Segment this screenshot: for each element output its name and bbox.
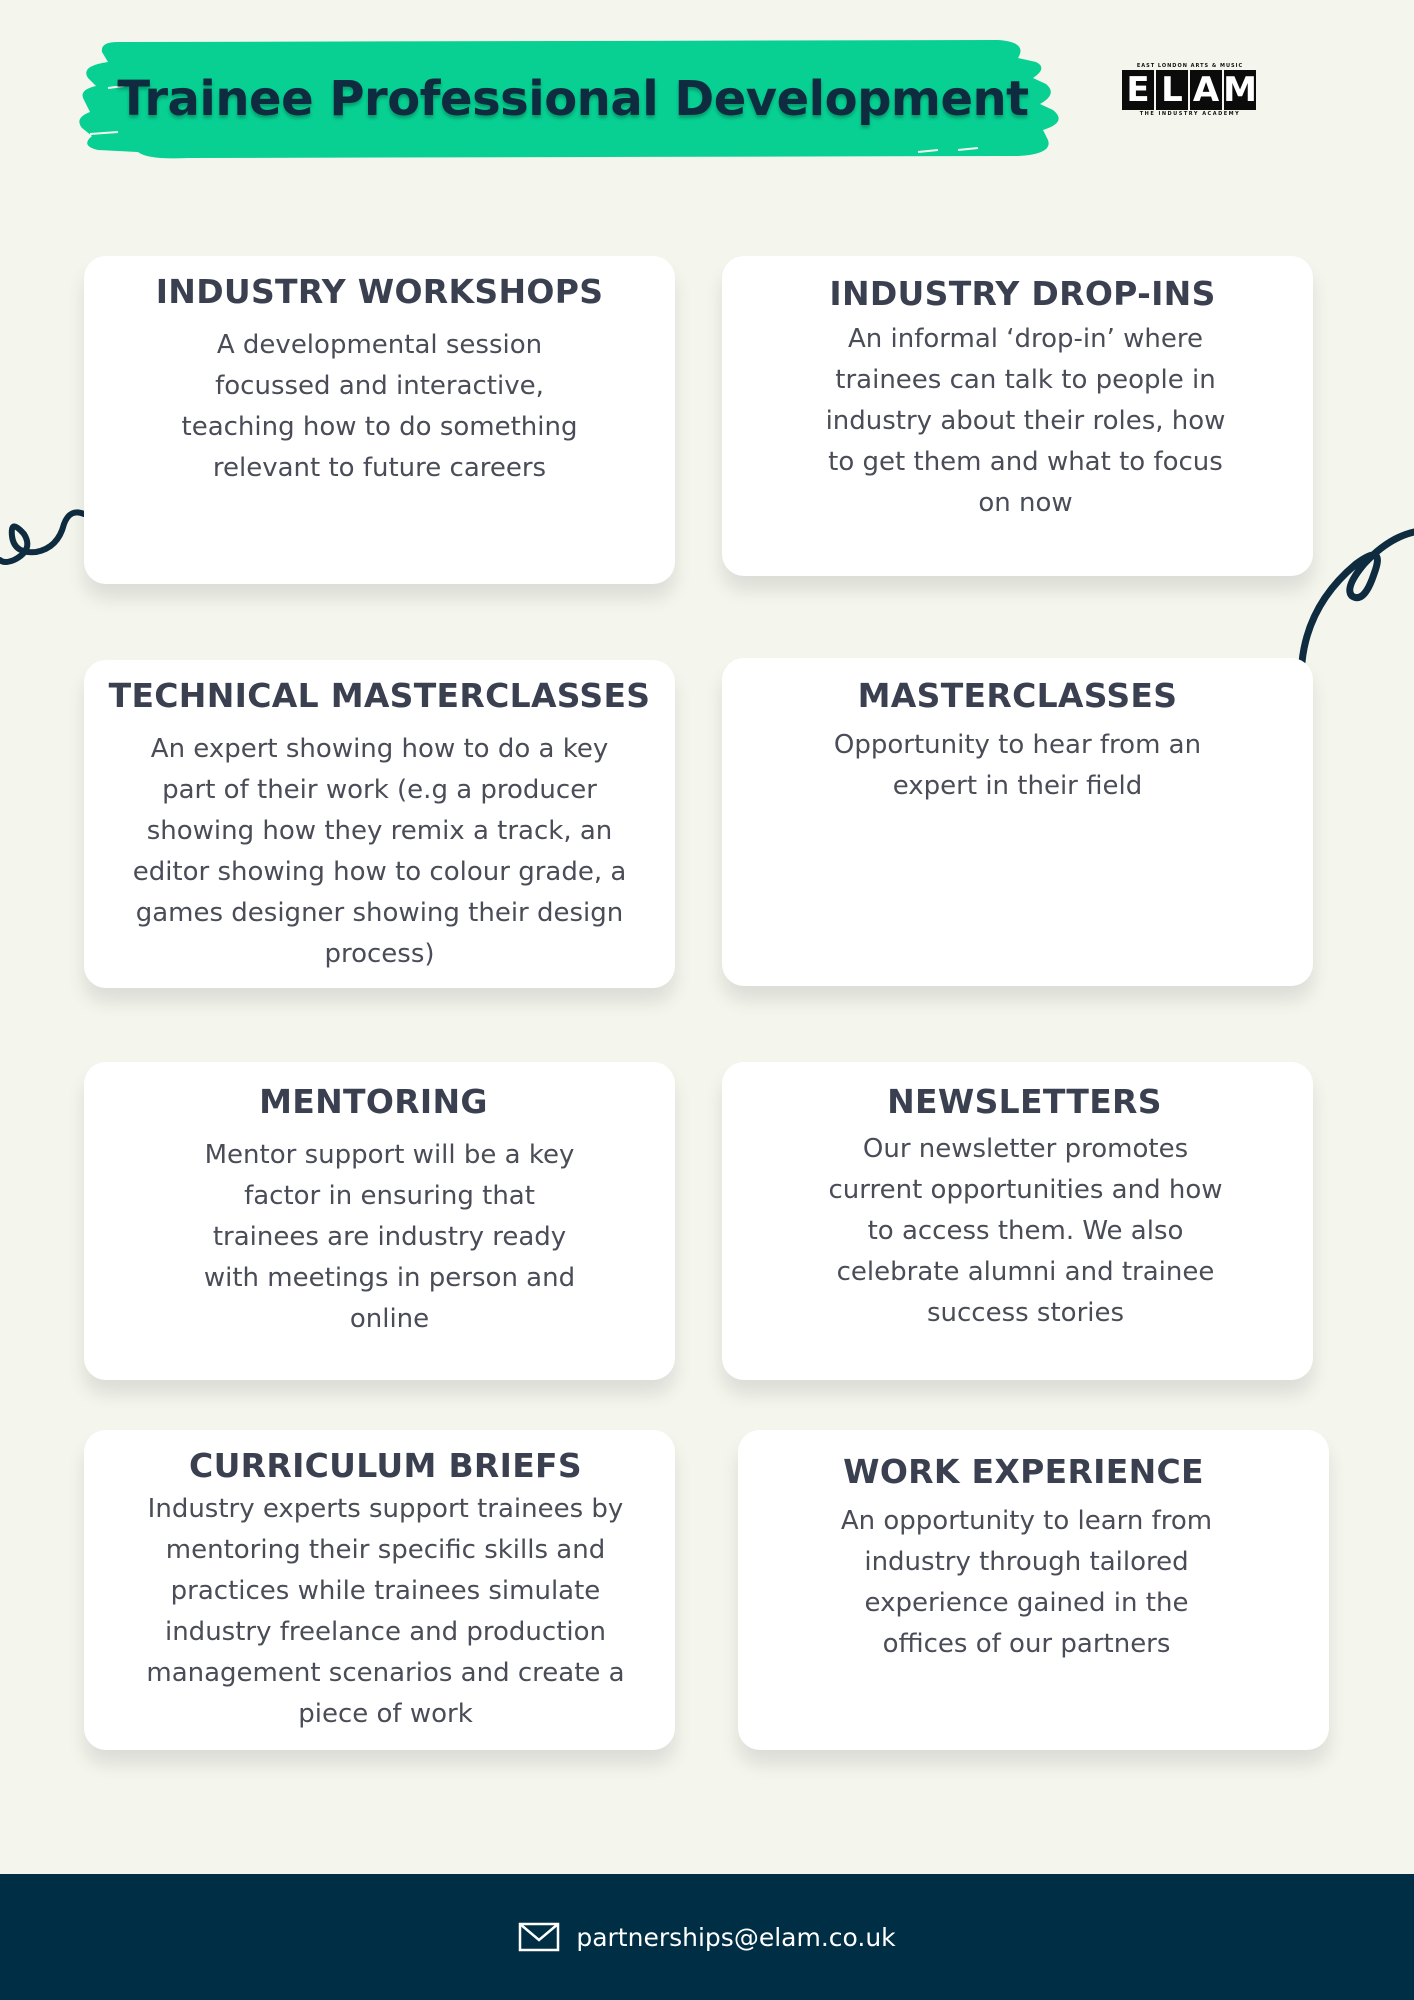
card-industry-drop-ins [722,256,1313,576]
card-masterclasses [722,658,1313,986]
card-body: An expert showing how to do a key part of their work (e.g a producer showing how they remix a track, an editor showing how to colour grade, a games designer showing their design process) [132,734,627,969]
envelope-icon [518,1922,560,1952]
card-title: WORK EXPERIENCE [843,1452,1204,1491]
card-technical-masterclasses [84,660,675,988]
card-body: A developmental session focussed and interactive, teaching how to do something relevant to future careers [181,330,578,483]
card-body: Our newsletter promotes current opportunities and how to access them. We also celebrate alumni and trainee success stories [828,1134,1223,1328]
card-body: Industry experts support trainees by mentoring their specific skills and practices while trainees simulate industry freelance and production management scenarios and create a piece of work [146,1494,625,1729]
card-title: INDUSTRY WORKSHOPS [155,272,604,311]
logo-bottom-text: THE INDUSTRY ACADEMY [1139,111,1241,117]
elam-logo [1105,62,1275,132]
page-title: Trainee Professional Development [117,71,1029,127]
card-title: CURRICULUM BRIEFS [189,1446,582,1485]
squiggle-left-decoration [0,500,90,570]
logo-letter: A [1190,70,1222,110]
card-title: NEWSLETTERS [887,1082,1162,1121]
card-body: An opportunity to learn from industry through tailored experience gained in the offices of our partners [840,1506,1213,1659]
card-work-experience [738,1430,1329,1750]
card-body: Opportunity to hear from an expert in their field [833,730,1202,801]
card-title: TECHNICAL MASTERCLASSES [108,676,651,715]
card-industry-workshops [84,256,675,584]
logo-letter: M [1223,70,1257,110]
card-title: MENTORING [259,1082,488,1121]
card-title: INDUSTRY DROP-INS [829,274,1216,313]
logo-top-text: EAST LONDON ARTS & MUSIC [1136,63,1244,69]
squiggle-right-decoration [1296,524,1414,666]
card-title: MASTERCLASSES [857,676,1178,715]
logo-letter: L [1156,70,1188,110]
card-body: Mentor support will be a key factor in ensuring that trainees are industry ready with meetings in person and online [203,1140,576,1334]
card-body: An informal ‘drop-in’ where trainees can talk to people in industry about their roles, how to get them and what to focus on now [825,324,1226,518]
card-curriculum-briefs [84,1430,675,1750]
footer [0,1874,1414,2000]
logo-letter: E [1122,70,1154,110]
contact-email-link[interactable]: partnerships@elam.co.uk [576,1922,896,1952]
card-mentoring [84,1062,675,1380]
card-newsletters [722,1062,1313,1380]
